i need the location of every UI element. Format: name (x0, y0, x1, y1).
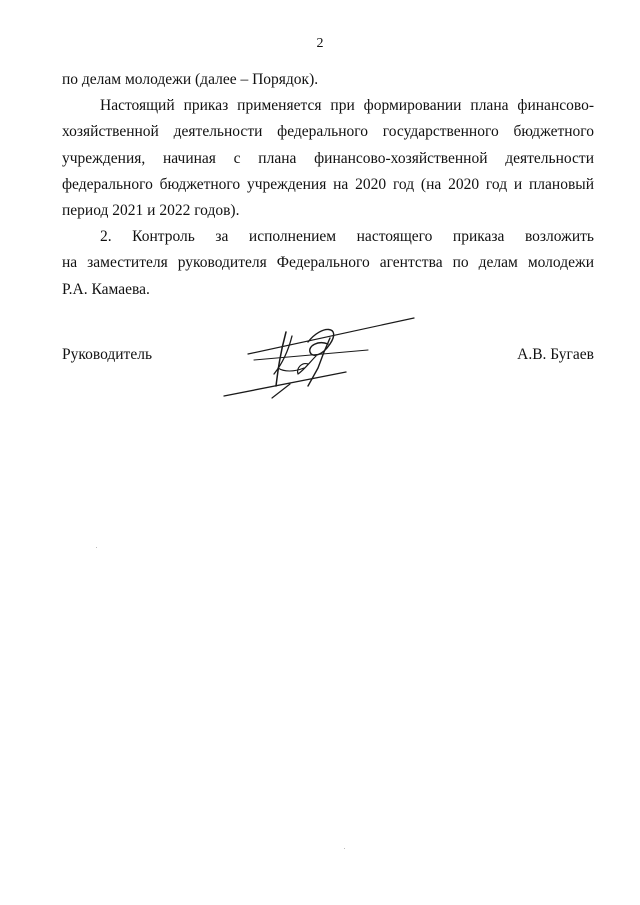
signatory-name: А.В. Бугаев (517, 346, 594, 363)
body-line: федерального бюджетного учреждения на 2020 год (на 2020 год и плановый (62, 175, 594, 193)
body-line: хозяйственной деятельности федерального государственного бюджетного (62, 123, 594, 141)
scan-speck (344, 848, 345, 849)
signature-stroke (298, 356, 316, 374)
signature-stroke (308, 329, 334, 355)
body-line: Настоящий приказ применяется при формировании плана финансово- (100, 97, 594, 115)
signature-stroke (224, 372, 346, 396)
scan-speck (96, 547, 97, 548)
document-body (62, 67, 594, 303)
signatory-title: Руководитель (62, 346, 153, 363)
signature-stroke (278, 368, 304, 371)
body-line: учреждения, начиная с плана финансово-хозяйственной деятельности (62, 149, 594, 167)
body-line: по делам молодежи (далее – Порядок). (62, 71, 319, 88)
signature-stroke (254, 350, 368, 360)
body-line: период 2021 и 2022 годов). (62, 201, 240, 219)
body-line: Р.А. Камаева. (62, 280, 150, 298)
signature-stroke (248, 318, 414, 354)
numbered-paragraph-line: 2. Контроль за исполнением настоящего приказа возложить (100, 228, 594, 246)
signature-stroke (276, 332, 286, 386)
handwritten-signature (218, 312, 422, 402)
body-line: на заместителя руководителя Федерального агентства по делам молодежи (62, 254, 594, 272)
page-number: 2 (316, 36, 324, 51)
signature-stroke (308, 338, 330, 386)
